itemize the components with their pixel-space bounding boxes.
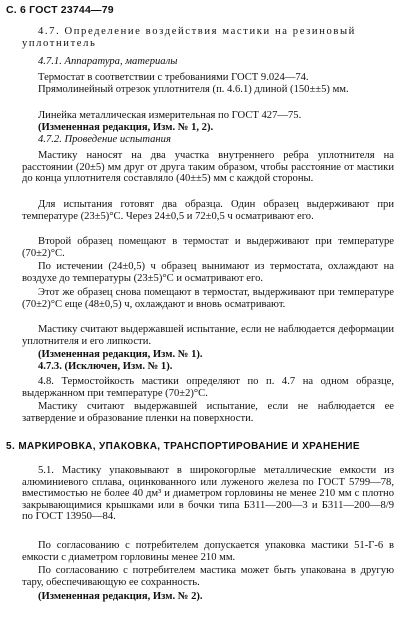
- section-4-7-1-seal-segment: Прямолинейный отрезок уплотнителя (п. 4.6.1) длиной (150±±5) мм.: [38, 84, 349, 95]
- section-4-7-1-title: 4.7.1. Аппаратура, материалы: [38, 56, 178, 67]
- section-4-7-2-para6: Мастику считают выдержавшей испытание, если не наблюдается деформации уплотнителя и его липкости.: [22, 324, 394, 347]
- section-4-7-2-para1: Мастику наносят на два участка внутреннего ребра уплотнителя на расстоянии (20±5) мм друг от друга таким образом, чтобы расстояние от мастики до конца уплотнителя составляло (40±±5) мм с каждой стороны.: [22, 150, 394, 185]
- section-4-7-2-title: 4.7.2. Проведение испытания: [38, 134, 171, 145]
- section-4-7-1-revision: (Измененная редакция, Изм. № 1, 2).: [38, 122, 214, 133]
- section-4-8-para1: 4.8. Термостойкость мастики определяют по п. 4.7 на одном образце, выдержанном при температуре (70±2)°С.: [22, 376, 394, 399]
- section-5-heading: 5. МАРКИРОВКА, УПАКОВКА, ТРАНСПОРТИРОВАНИЕ И ХРАНЕНИЕ: [6, 441, 360, 452]
- page-header: С. 6 ГОСТ 23744—79: [6, 4, 114, 16]
- section-4-8-para2: Мастику считают выдержавшей испытание, если не наблюдается ее затвердение и образование пленки на поверхности.: [22, 401, 394, 424]
- section-4-7-3-excluded: 4.7.3. (Исключен, Изм. № 1).: [38, 361, 173, 372]
- section-4-7-2-para2: Для испытания готовят два образца. Один образец выдерживают при температуре (23±5)°С. Через 24±0,5 и 72±0,5 ч осматривают его.: [22, 199, 394, 222]
- section-4-7-2-para4: По истечении (24±0,5) ч образец вынимают из термостата, охлаждают на воздухе до температуры (23±5)°С и осматривают его.: [22, 261, 394, 284]
- section-4-7-2-para3: Второй образец помещают в термостат и выдерживают при температуре (70±2)°С.: [22, 236, 394, 259]
- section-4-7-1-thermostat: Термостат в соответствии с требованиями ГОСТ 9.024—74.: [38, 72, 309, 83]
- section-4-7-heading-line2: уплотнитель: [22, 37, 97, 49]
- section-5-1-para3: По согласованию с потребителем мастика может быть упакована в другую тару, обеспечивающую ее сохранность.: [22, 565, 394, 588]
- section-4-7-heading-line1: 4.7. Определение воздействия мастики на резиновый: [38, 26, 356, 37]
- section-4-7-2-para5: Этот же образец снова помещают в термостат, выдерживают при температуре (70±2)°С еще (48±0,5) ч, охлаждают и вновь осматривают.: [22, 287, 394, 310]
- section-5-1-revision: (Измененная редакция, Изм. № 2).: [38, 591, 203, 602]
- section-4-7-heading: [22, 26, 394, 49]
- section-5-1-para2: По согласованию с потребителем допускается упаковка мастики 51-Г-6 в емкости с диаметром горловины менее 210 мм.: [22, 540, 394, 563]
- section-5-1-para1: 5.1. Мастику упаковывают в широкогорлые металлические емкости из алюминиевого сплава, оцинкованного или луженого железа по ГОСТ 5799—78, вместимостью не более 40 дм³ и диаметром горловины не менее 210 мм с плотно закрывающимися крышками или в бочки типа Б311—200—3 и Б311—200—8/9 по ГОСТ 13950—84.: [22, 465, 394, 523]
- section-4-7-1-ruler: Линейка металлическая измерительная по ГОСТ 427—75.: [38, 110, 302, 121]
- section-4-7-2-revision: (Измененная редакция, Изм. № 1).: [38, 349, 203, 360]
